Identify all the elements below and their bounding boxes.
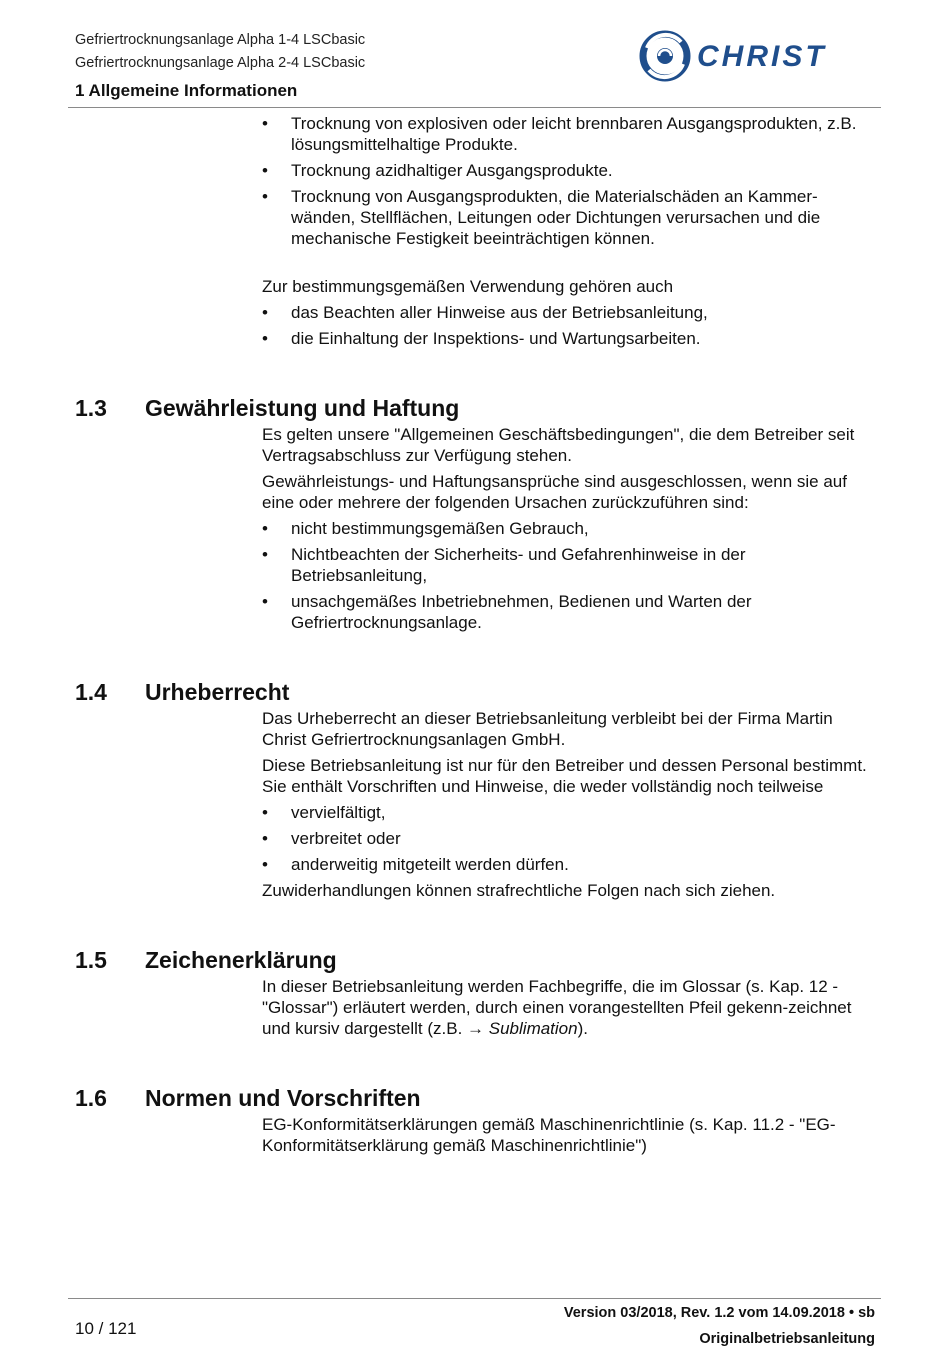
footer-divider bbox=[68, 1298, 881, 1299]
copyright-bullet-list bbox=[0, 802, 950, 875]
section-heading-1-4: 1.4 Urheberrecht bbox=[75, 679, 290, 705]
list-item: • anderweitig mitgeteilt werden dürfen. bbox=[262, 855, 569, 874]
paragraph: Es gelten unsere "Allgemeinen Geschäftsbedingungen", die dem Betreiber seit Vertragsabschluss zur Verfügung stehen. bbox=[262, 425, 855, 465]
glossary-term: Sublimation bbox=[488, 1019, 578, 1038]
list-item: • vervielfältigt, bbox=[262, 803, 386, 822]
list-item: • Trocknung von Ausgangsprodukten, die Materialschäden an Kammer-wänden, Stellflächen, Leitungen oder Dichtungen verursachen und die mechanische Festigkeit beeinträchtigen können. bbox=[262, 187, 821, 248]
footer-version: Version 03/2018, Rev. 1.2 vom 14.09.2018 • sb bbox=[563, 1305, 875, 1321]
list-item: • Trocknung von explosiven oder leicht brennbaren Ausgangsprodukten, z.B. lösungsmittelhaltige Produkte. bbox=[262, 114, 857, 154]
list-item: • nicht bestimmungsgemäßen Gebrauch, bbox=[262, 519, 589, 538]
header-product-line-2: Gefriertrocknungsanlage Alpha 2-4 LSCbasic bbox=[75, 55, 366, 71]
list-item: • verbreitet oder bbox=[262, 829, 401, 848]
usage-lead: Zur bestimmungsgemäßen Verwendung gehören auch bbox=[262, 277, 674, 296]
header-divider bbox=[68, 107, 881, 108]
page-number: 10 / 121 bbox=[75, 1319, 137, 1338]
header-product-line-1: Gefriertrocknungsanlage Alpha 1-4 LSCbasic bbox=[75, 32, 366, 48]
usage-bullet-list bbox=[0, 302, 950, 349]
section-heading-1-5: 1.5 Zeichenerklärung bbox=[75, 947, 337, 973]
paragraph: Gewährleistungs- und Haftungsansprüche sind ausgeschlossen, wenn sie auf eine oder mehrere der folgenden Ursachen zurückzuführen sind: bbox=[262, 472, 847, 512]
paragraph: Das Urheberrecht an dieser Betriebsanleitung verbleibt bei der Firma Martin Christ Gefriertrocknungsanlagen GmbH. bbox=[262, 709, 833, 749]
paragraph: In dieser Betriebsanleitung werden Fachbegriffe, die im Glossar (s. Kap. 12 - "Glossar") erläutert werden, durch einen vorangestellten Pfeil gekenn-zeichnet und kursiv dargestellt (z.B. → Sublimation). bbox=[262, 977, 852, 1038]
paragraph: EG-Konformitätserklärungen gemäß Maschinenrichtlinie (s. Kap. 11.2 - "EG-Konformitätserklärung gemäß Maschinenrichtlinie") bbox=[262, 1115, 836, 1155]
main-content bbox=[0, 113, 950, 1161]
section-heading-1-6: 1.6 Normen und Vorschriften bbox=[75, 1085, 421, 1111]
list-item: • Trocknung azidhaltiger Ausgangsprodukte. bbox=[262, 161, 613, 180]
list-item: • das Beachten aller Hinweise aus der Betriebsanleitung, bbox=[262, 303, 708, 322]
logo-wordmark: CHRIST bbox=[697, 40, 827, 73]
warranty-bullet-list bbox=[0, 518, 950, 633]
christ-logo bbox=[637, 28, 877, 84]
header-chapter-title: 1 Allgemeine Informationen bbox=[75, 81, 298, 100]
list-item: • Nichtbeachten der Sicherheits- und Gefahrenhinweise in der Betriebsanleitung, bbox=[262, 545, 746, 585]
intro-bullet-list bbox=[0, 113, 950, 249]
paragraph: Diese Betriebsanleitung ist nur für den Betreiber und dessen Personal bestimmt. Sie enthält Vorschriften und Hinweise, die weder vollständig noch teilweise bbox=[262, 756, 867, 796]
footer-original-label: Originalbetriebsanleitung bbox=[699, 1331, 875, 1347]
list-item: • die Einhaltung der Inspektions- und Wartungsarbeiten. bbox=[262, 329, 701, 348]
section-heading-1-3: 1.3 Gewährleistung und Haftung bbox=[75, 395, 460, 421]
arrow-icon: → bbox=[467, 1019, 485, 1038]
list-item: • unsachgemäßes Inbetriebnehmen, Bedienen und Warten der Gefriertrocknungsanlage. bbox=[262, 592, 752, 632]
paragraph: Zuwiderhandlungen können strafrechtliche Folgen nach sich ziehen. bbox=[262, 881, 776, 900]
